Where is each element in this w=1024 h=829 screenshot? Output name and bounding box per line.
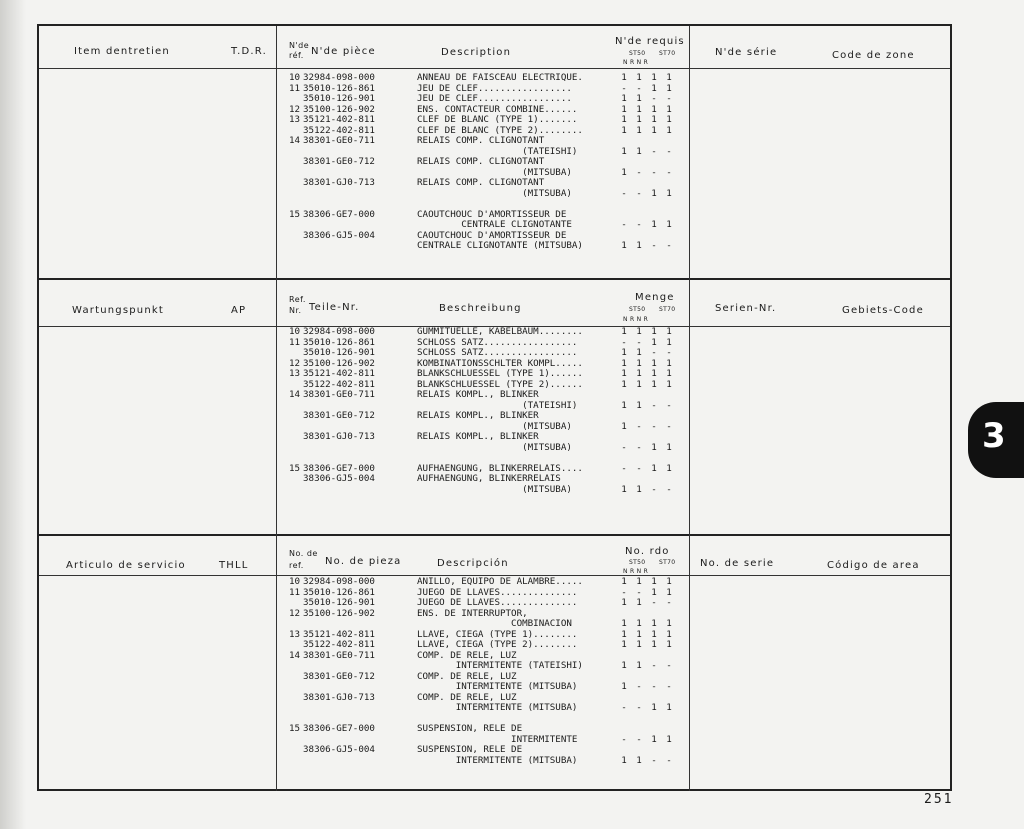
page-edge-shadow bbox=[0, 0, 26, 829]
part-row: (TATEISHI) 1 1 - - bbox=[417, 399, 672, 411]
part-row: INTERMITENTE (MITSUBA) 1 1 - - bbox=[417, 754, 672, 766]
code-header: THLL bbox=[219, 560, 249, 571]
part-row: INTERMITENTE (TATEISHI) 1 1 - - bbox=[417, 660, 672, 671]
part-row: 14 38301-GE0-711 RELAIS COMP. CLIGNOTANT bbox=[289, 135, 545, 146]
part-row: 35122-402-811 BLANKSCHLUESSEL (TYPE 2)...... 1 1 1 1 bbox=[303, 378, 672, 390]
quantity-header: N'de requis bbox=[615, 36, 685, 47]
part-header: No. de pieza bbox=[325, 556, 402, 567]
part-row: 12 35100-126-902 KOMBINATIONSSCHLTER KOMPL..... 1 1 1 1 bbox=[289, 357, 672, 369]
code-header: T.D.R. bbox=[231, 46, 267, 57]
part-row: 13 35121-402-811 BLANKSCHLUESSEL (TYPE 1)...... 1 1 1 1 bbox=[289, 368, 672, 379]
part-row: 14 38301-GE0-711 RELAIS KOMPL., BLINKER bbox=[289, 389, 539, 400]
part-row: CENTRALE CLIGNOTANTE (MITSUBA) 1 1 - - bbox=[417, 240, 672, 251]
part-row: 13 35121-402-811 LLAVE, CIEGA (TYPE 1)........ 1 1 1 1 bbox=[289, 628, 672, 640]
part-row: 38301-GJ0-713 RELAIS COMP. CLIGNOTANT bbox=[303, 177, 545, 188]
zone-header: Gebiets-Code bbox=[842, 305, 924, 316]
part-row: 14 38301-GE0-711 COMP. DE RELE, LUZ bbox=[289, 649, 517, 661]
part-row: 35122-402-811 LLAVE, CIEGA (TYPE 2)........ 1 1 1 1 bbox=[303, 639, 672, 650]
quantity-header: Menge bbox=[635, 292, 675, 303]
part-row: 35010-126-901 JEU DE CLEF................. 1 1 - - bbox=[303, 93, 672, 104]
model-st50-label: ST50 bbox=[629, 306, 646, 313]
part-row: INTERMITENTE - - 1 1 bbox=[417, 733, 672, 745]
part-row: 10 32984-098-000 GUMMITUELLE, KABELBAUM........ 1 1 1 1 bbox=[289, 326, 672, 337]
part-row: 12 35100-126-902 ENS. CONTACTEUR COMBINE...... 1 1 1 1 bbox=[289, 103, 672, 115]
part-row: 13 35121-402-811 CLEF DE BLANC (TYPE 1)....... 1 1 1 1 bbox=[289, 114, 672, 125]
part-row bbox=[289, 453, 709, 464]
code-header: AP bbox=[231, 305, 247, 316]
ref-header-line1: N'de bbox=[289, 41, 310, 50]
section-tab-number: 3 bbox=[982, 416, 1006, 456]
zone-header: Code de zone bbox=[832, 50, 915, 61]
parts-table-frame bbox=[37, 24, 952, 791]
part-row: CENTRALE CLIGNOTANTE - - 1 1 bbox=[417, 219, 672, 230]
section-tab-marker bbox=[968, 402, 1024, 478]
quantity-header: No. rdo bbox=[625, 546, 670, 557]
part-row: 35010-126-901 JUEGO DE LLAVES.............. 1 1 - - bbox=[303, 597, 672, 608]
part-row: 15 38306-GE7-000 AUFHAENGUNG, BLINKERRELAIS.... - - 1 1 bbox=[289, 462, 672, 474]
ref-header-line1: Ref. bbox=[289, 295, 306, 304]
description-header: Descripción bbox=[437, 558, 509, 569]
part-row: (MITSUBA) - - 1 1 bbox=[417, 441, 672, 453]
part-row: 15 38306-GE7-000 CAOUTCHOUC D'AMORTISSEUR DE bbox=[289, 208, 567, 220]
part-row: (MITSUBA) - - 1 1 bbox=[417, 187, 672, 199]
section-divider bbox=[39, 278, 950, 280]
serial-header: N'de série bbox=[715, 47, 778, 58]
header-underline bbox=[39, 68, 950, 69]
item-header: Articulo de servicio bbox=[66, 560, 186, 571]
part-row: (TATEISHI) 1 1 - - bbox=[417, 145, 672, 157]
variant-nr-label: N R N R bbox=[623, 568, 649, 575]
item-header: Wartungspunkt bbox=[72, 305, 164, 316]
part-row bbox=[289, 199, 709, 210]
page-number: 251 bbox=[924, 792, 954, 807]
parts-rows bbox=[289, 73, 709, 252]
ref-header-line2: Nr. bbox=[289, 306, 302, 315]
part-row: INTERMITENTE (MITSUBA) 1 - - - bbox=[417, 681, 672, 692]
description-header: Beschreibung bbox=[439, 303, 522, 314]
model-st70-label: ST70 bbox=[659, 50, 676, 57]
part-header: N'de pièce bbox=[311, 46, 376, 57]
model-st50-label: ST50 bbox=[629, 559, 646, 566]
model-st70-label: ST70 bbox=[659, 306, 676, 313]
model-st70-label: ST70 bbox=[659, 559, 676, 566]
ref-header-line2: ref. bbox=[289, 561, 304, 570]
part-row: 38301-GE0-712 RELAIS KOMPL., BLINKER bbox=[303, 410, 539, 421]
part-row: COMBINACION 1 1 1 1 bbox=[417, 618, 672, 629]
part-row: 38301-GE0-712 COMP. DE RELE, LUZ bbox=[303, 670, 517, 682]
parts-rows bbox=[289, 327, 709, 495]
part-row: 11 35010-126-861 JEU DE CLEF................. - - 1 1 bbox=[289, 82, 672, 94]
part-row: INTERMITENTE (MITSUBA) - - 1 1 bbox=[417, 702, 672, 713]
part-row: 35122-402-811 CLEF DE BLANC (TYPE 2)........ 1 1 1 1 bbox=[303, 124, 672, 136]
variant-nr-label: N R N R bbox=[623, 59, 649, 66]
ref-header-line2: réf. bbox=[289, 51, 304, 60]
part-row: 38301-GJ0-713 COMP. DE RELE, LUZ bbox=[303, 691, 517, 703]
variant-nr-label: N R N R bbox=[623, 316, 649, 323]
section-divider bbox=[39, 534, 950, 536]
part-row: 38301-GJ0-713 RELAIS KOMPL., BLINKER bbox=[303, 431, 539, 442]
part-row: 38306-GJ5-004 SUSPENSION, RELE DE bbox=[303, 744, 523, 755]
description-header: Description bbox=[441, 47, 512, 58]
part-row: 10 32984-098-000 ANILLO, EQUIPO DE ALAMBRE..... 1 1 1 1 bbox=[289, 576, 672, 587]
part-row: (MITSUBA) 1 - - - bbox=[417, 166, 672, 178]
part-row: 38306-GJ5-004 AUFHAENGUNG, BLINKERRELAIS bbox=[303, 473, 561, 484]
part-row: 10 32984-098-000 ANNEAU DE FAISCEAU ELECTRIQUE. 1 1 1 1 bbox=[289, 72, 672, 83]
part-row: 12 35100-126-902 ENS. DE INTERRUPTOR, bbox=[289, 607, 528, 619]
part-row: 11 35010-126-861 SCHLOSS SATZ................. - - 1 1 bbox=[289, 336, 672, 348]
zone-header: Código de area bbox=[827, 560, 920, 571]
part-row: 11 35010-126-861 JUEGO DE LLAVES.............. - - 1 1 bbox=[289, 586, 672, 598]
column-divider bbox=[276, 26, 277, 791]
serial-header: Serien-Nr. bbox=[715, 303, 777, 314]
part-row: 38306-GJ5-004 CAOUTCHOUC D'AMORTISSEUR DE bbox=[303, 229, 567, 241]
part-row: 15 38306-GE7-000 SUSPENSION, RELE DE bbox=[289, 723, 523, 734]
model-st50-label: ST50 bbox=[629, 50, 646, 57]
part-row: 38301-GE0-712 RELAIS COMP. CLIGNOTANT bbox=[303, 156, 545, 167]
ref-header-line1: No. de bbox=[289, 549, 318, 558]
part-row: 35010-126-901 SCHLOSS SATZ................. 1 1 - - bbox=[303, 347, 672, 358]
serial-header: No. de serie bbox=[700, 558, 775, 569]
part-header: Teile-Nr. bbox=[309, 302, 360, 313]
item-header: Item dentretien bbox=[74, 46, 170, 57]
parts-rows bbox=[289, 577, 709, 766]
part-row: (MITSUBA) 1 1 - - bbox=[417, 483, 672, 495]
part-row: (MITSUBA) 1 - - - bbox=[417, 420, 672, 432]
